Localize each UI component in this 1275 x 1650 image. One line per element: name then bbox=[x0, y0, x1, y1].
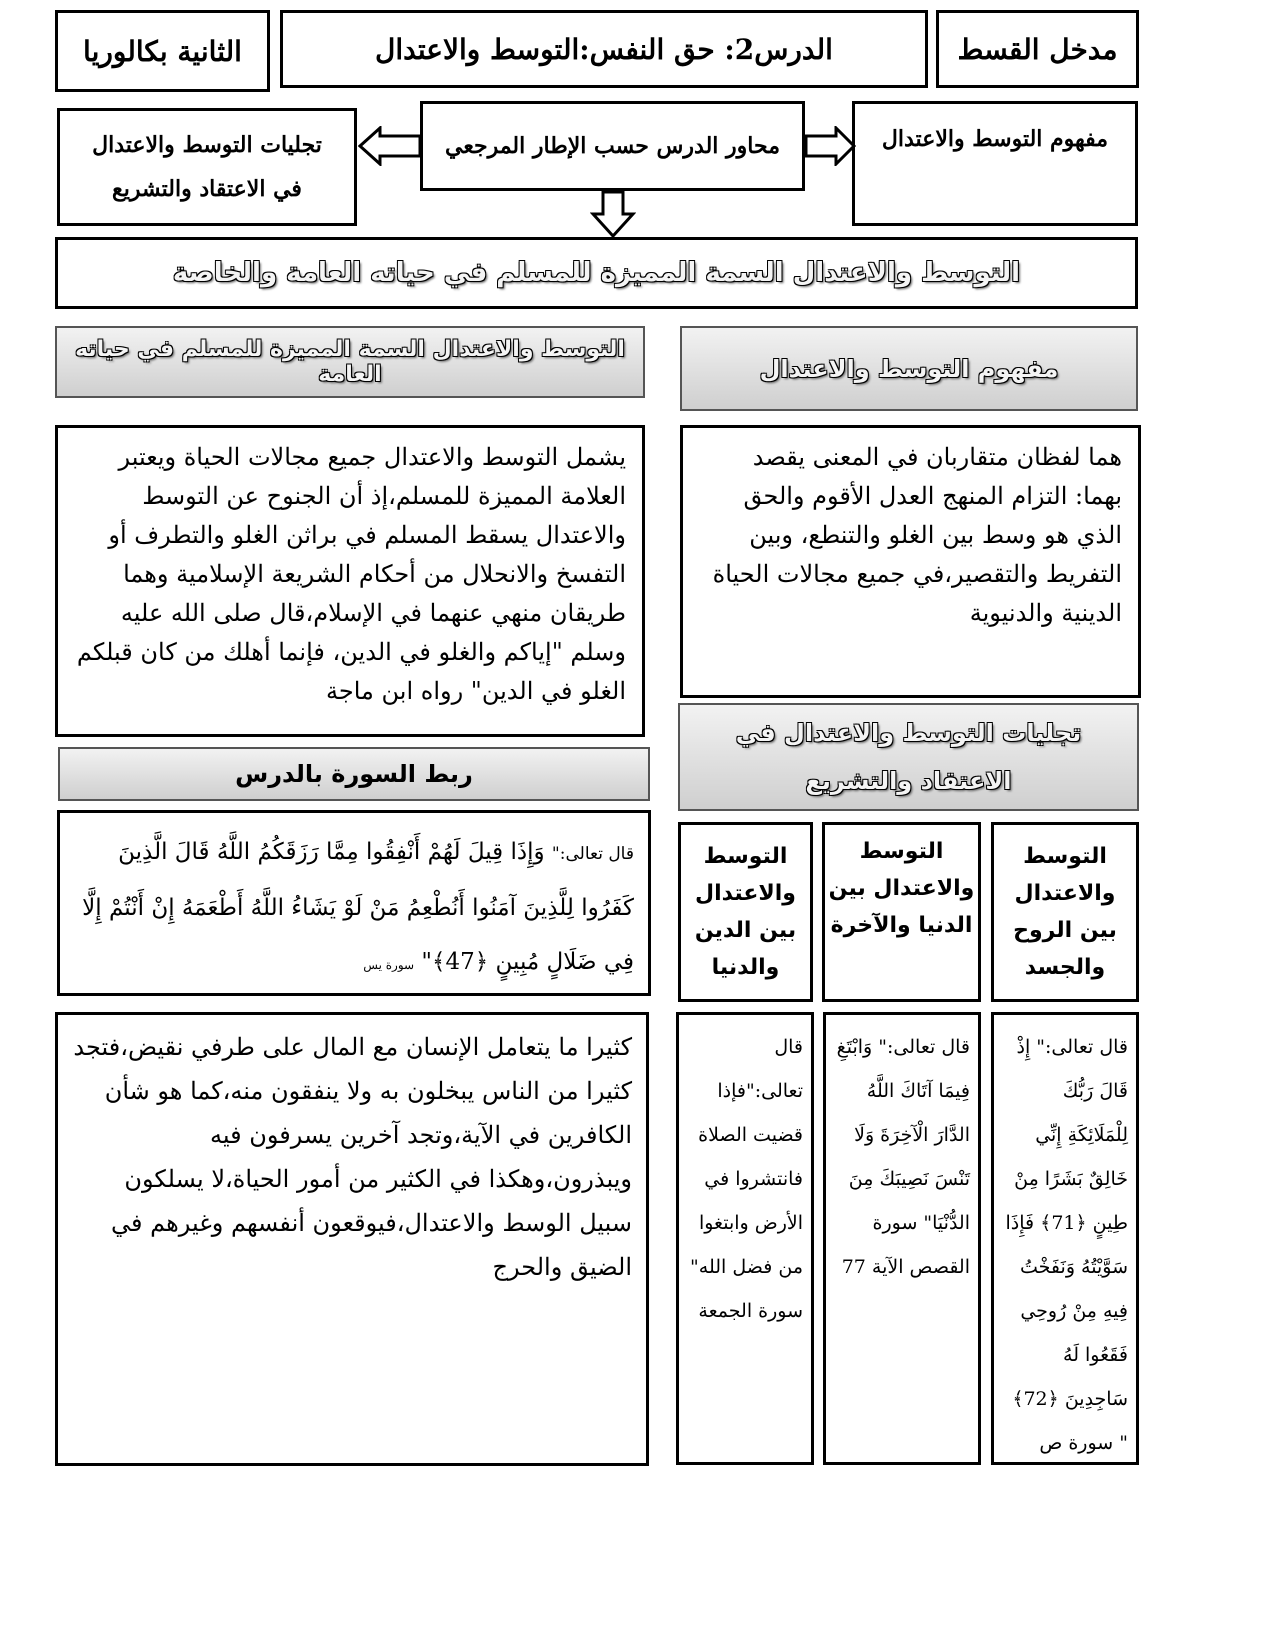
column-title: التوسط والاعتدال بين الروح والجسد bbox=[1013, 844, 1117, 980]
column-body-2 bbox=[823, 1012, 981, 1465]
link-title-bar bbox=[58, 747, 650, 801]
section-box bbox=[936, 10, 1139, 88]
level-label: الثانية بكالوريا bbox=[83, 34, 242, 68]
verse-intro: قال تعالى:" bbox=[551, 844, 634, 864]
feature-text: يشمل التوسط والاعتدال جميع مجالات الحياة ويعتبر العلامة المميزة للمسلم،إذ أن الجنوح عن التوسط والاعتدال يسقط المسلم في براثن الغلو والتطرف أو التفسخ والانحلال من أحكام الشريعة الإسلامية وهما طريقان منهي عنهما في الإسلام،قال صلى الله عليه وسلم "إياكم والغلو في الدين، فإنما أهلك من كان قبلكم الغلو في الدين" رواه ابن ماجة bbox=[76, 443, 626, 705]
column-head-1 bbox=[991, 822, 1139, 1002]
column-text: قال تعالى:" إِذْ قَالَ رَبُّكَ لِلْمَلَائِكَةِ إِنِّي خَالِقٌ بَشَرًا مِنْ طِينٍ ﴿71﴾ فَإِذَا سَوَّيْتُهُ وَنَفَخْتُ فِيهِ مِنْ رُوحِي فَقَعُوا لَهُ سَاجِدِينَ ﴿72﴾ " سورة ص bbox=[1005, 1036, 1128, 1454]
link-text: كثيرا ما يتعامل الإنسان مع المال على طرفي نقيض،فتجد كثيرا من الناس يبخلون به ولا ينفقون منه،كما هو شأن الكافرين في الآية،وتجد آخرين يسرفون فيه ويبذرون،وهكذا في الكثير من أمور الحياة،لا يسلكون سبيل الوسط والاعتدال،فيوقعون أنفسهم وغيرهم في الضيق والحرج bbox=[73, 1033, 632, 1281]
column-title: التوسط والاعتدال بين الدين والدنيا bbox=[694, 844, 797, 980]
lesson-title-box bbox=[280, 10, 928, 88]
section-label: مدخل القسط bbox=[957, 32, 1118, 66]
verse-text: وَإِذَا قِيلَ لَهُمْ أَنْفِقُوا مِمَّا رَزَقَكُمُ اللَّهُ قَالَ الَّذِينَ كَفَرُوا لِلَّذِينَ آمَنُوا أَنُطْعِمُ مَنْ لَوْ يَشَاءُ اللَّهُ أَطْعَمَهُ إِنْ أَنْتُمْ إِلَّا فِي ضَلَالٍ مُبِينٍ ﴿47﴾" bbox=[82, 839, 634, 975]
column-head-3 bbox=[678, 822, 813, 1002]
lesson-title: الدرس2: حق النفس:التوسط والاعتدال bbox=[375, 32, 833, 66]
manifest-title-bar bbox=[678, 703, 1139, 811]
map-bottom-label: التوسط والاعتدال السمة المميزة للمسلم في حياته العامة والخاصة bbox=[172, 258, 1021, 288]
arrow-left-icon bbox=[358, 126, 422, 166]
column-body-3 bbox=[676, 1012, 814, 1465]
map-left-label: تجليات التوسط والاعتدال في الاعتقاد والتشريع bbox=[92, 132, 322, 202]
concept-text: هما لفظان متقاربان في المعنى يقصد بهما: التزام المنهج العدل الأقوم والحق الذي هو وسط بين الغلو والتنطع، وبين التفريط والتقصير،في جميع مجالات الحياة الدينية والدنيوية bbox=[712, 443, 1122, 627]
column-title: التوسط والاعتدال بين الدنيا والآخرة bbox=[828, 839, 975, 938]
column-text: قال تعالى:" وَابْتَغِ فِيمَا آتَاكَ اللَّهُ الدَّارَ الْآخِرَةَ وَلَا تَنْسَ نَصِيبَكَ مِنَ الدُّنْيَا" سورة القصص الآية 77 bbox=[836, 1036, 970, 1278]
map-right-label: مفهوم التوسط والاعتدال bbox=[881, 126, 1109, 152]
column-text: قال تعالى:"فإذا قضيت الصلاة فانتشروا في الأرض وابتغوا من فضل الله" سورة الجمعة bbox=[690, 1036, 803, 1322]
concept-title: مفهوم التوسط والاعتدال bbox=[759, 354, 1059, 383]
verse-box bbox=[57, 810, 651, 996]
feature-title-bar bbox=[55, 326, 645, 398]
link-title: ربط السورة بالدرس bbox=[235, 760, 473, 788]
arrow-right-icon bbox=[804, 126, 856, 166]
verse-ref: سورة يس bbox=[363, 958, 415, 972]
feature-text-box bbox=[55, 425, 645, 737]
map-center-box bbox=[420, 101, 805, 191]
concept-text-box bbox=[680, 425, 1141, 698]
map-center-label: محاور الدرس حسب الإطار المرجعي bbox=[445, 133, 780, 159]
map-left-box bbox=[57, 108, 357, 226]
arrow-down-icon bbox=[590, 190, 636, 238]
map-right-box bbox=[852, 101, 1138, 226]
link-text-box bbox=[55, 1012, 649, 1466]
map-bottom-box bbox=[55, 237, 1138, 309]
manifest-title: تجليات التوسط والاعتدال في الاعتقاد والتشريع bbox=[735, 719, 1082, 795]
concept-title-bar bbox=[680, 326, 1138, 411]
level-box bbox=[55, 10, 270, 92]
feature-title: التوسط والاعتدال السمة المميزة للمسلم في حياته العامة bbox=[75, 337, 625, 387]
column-head-2 bbox=[822, 822, 981, 1002]
column-body-1 bbox=[991, 1012, 1139, 1465]
